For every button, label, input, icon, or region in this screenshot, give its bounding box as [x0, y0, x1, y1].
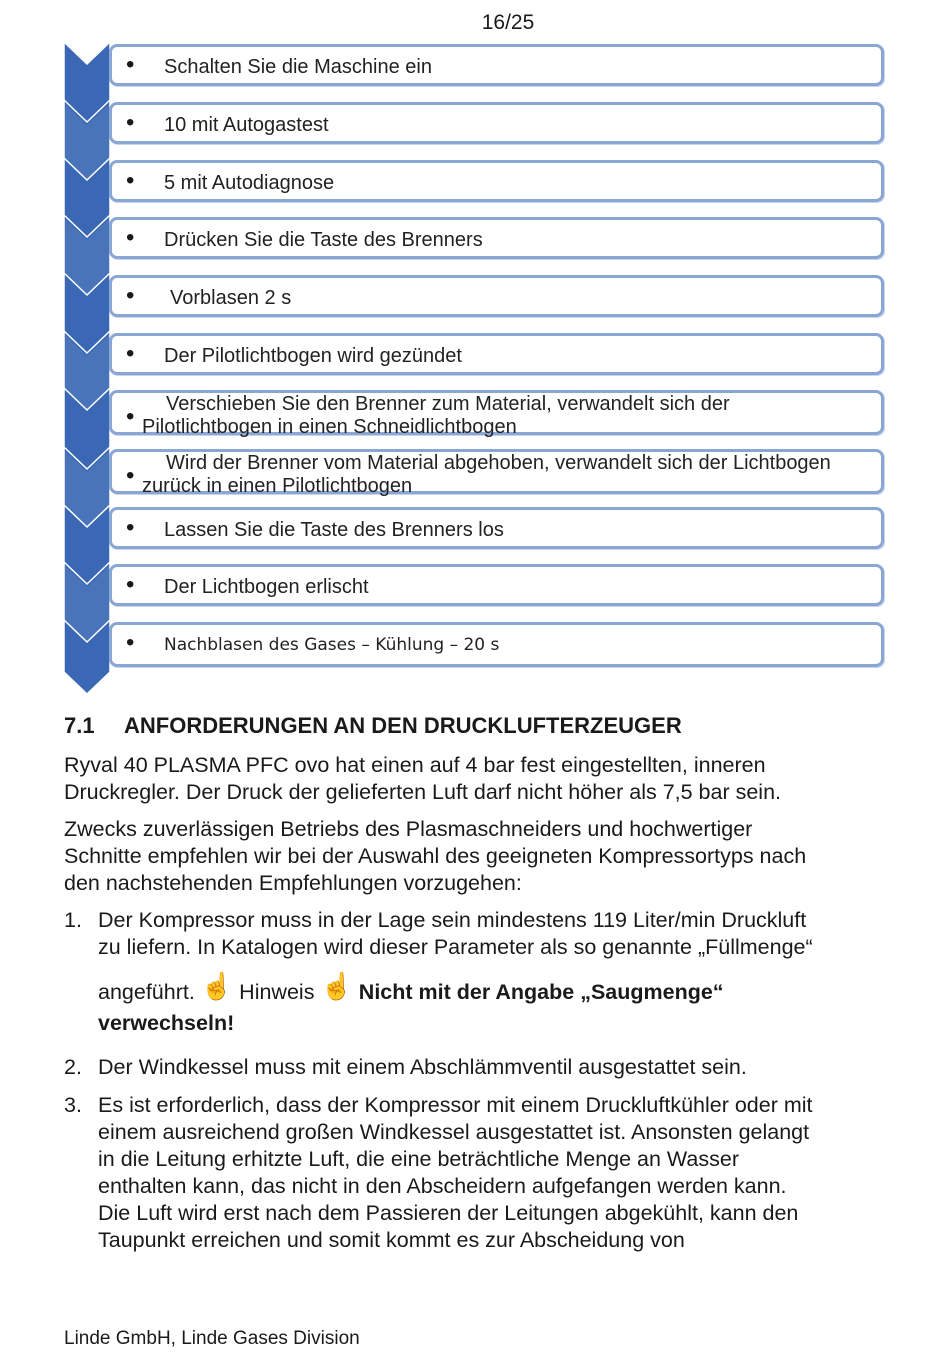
- hint-word: Hinweis: [239, 980, 315, 1004]
- text-line: Taupunkt erreichen und somit kommt es zur Abscheidung von: [98, 1228, 685, 1252]
- flow-step-line: zurück in einen Pilotlichtbogen: [142, 475, 413, 497]
- list-number: 1.: [64, 908, 82, 932]
- pointing-hand-icon: ☝: [320, 971, 353, 1001]
- text-line: Zwecks zuverlässigen Betriebs des Plasmaschneiders und hochwertiger: [64, 817, 753, 841]
- flow-step-label: [142, 452, 831, 498]
- bullet: •: [126, 514, 135, 541]
- flow-step-label: Der Pilotlichtbogen wird gezündet: [164, 345, 462, 367]
- text-line: Druckregler. Der Druck der gelieferten Luft darf nicht höher als 7,5 bar sein.: [64, 780, 782, 804]
- flow-step-label: Nachblasen des Gases – Kühlung – 20 s: [164, 635, 500, 655]
- page-number: 16/25: [481, 11, 535, 34]
- flow-step: [109, 333, 884, 375]
- section-number: 7.1: [64, 713, 95, 738]
- bold-warning-line: verwechseln!: [98, 1011, 235, 1035]
- text-line: Ryval 40 PLASMA PFC ovo hat einen auf 4 bar fest eingestellten, inneren: [64, 753, 766, 777]
- flow-step: [109, 622, 884, 667]
- section-title: ANFORDERUNGEN AN DEN DRUCKLUFTERZEUGER: [124, 713, 682, 738]
- text-line: den nachstehenden Empfehlungen vorzugehen:: [64, 871, 522, 895]
- text-line: Der Windkessel muss mit einem Abschlämmventil ausgestattet sein.: [98, 1055, 747, 1079]
- bullet: •: [126, 571, 135, 598]
- flow-step: [109, 217, 884, 259]
- text-line: Schnitte empfehlen wir bei der Auswahl des geeigneten Kompressortyps nach: [64, 844, 807, 868]
- flow-step-label: Der Lichtbogen erlischt: [164, 576, 369, 598]
- bullet: •: [126, 462, 135, 489]
- flow-step-label: Drücken Sie die Taste des Brenners: [164, 229, 483, 251]
- paragraph: [64, 816, 894, 897]
- flow-step: [109, 449, 884, 497]
- bold-warning: Nicht mit der Angabe „Saugmenge“: [358, 980, 724, 1004]
- text-line: Die Luft wird erst nach dem Passieren der Leitungen abgekühlt, kann den: [98, 1201, 799, 1225]
- flow-step-label: Vorblasen 2 s: [170, 287, 292, 309]
- text-line: in die Leitung erhitzte Luft, die eine beträchtliche Menge an Wasser: [98, 1147, 740, 1171]
- flow-step-label: Lassen Sie die Taste des Brenners los: [164, 519, 504, 541]
- flow-step-label: [142, 393, 730, 439]
- list-item-body: [98, 1054, 898, 1081]
- text-line: Es ist erforderlich, dass der Kompressor mit einem Druckluftkühler oder mit: [98, 1093, 813, 1117]
- bullet: •: [126, 224, 135, 251]
- flow-step: [109, 275, 884, 317]
- bullet: •: [126, 629, 135, 656]
- flow-step: [109, 564, 884, 606]
- flow-step-line: Verschieben Sie den Brenner zum Material, verwandelt sich der: [166, 393, 730, 415]
- text-line: [98, 973, 898, 1006]
- bullet: •: [126, 403, 135, 430]
- text-run: angeführt.: [98, 980, 195, 1004]
- bullet: •: [126, 282, 135, 309]
- flow-step-line: Wird der Brenner vom Material abgehoben, verwandelt sich der Lichtbogen: [166, 452, 831, 474]
- flow-step-line: Pilotlichtbogen in einen Schneidlichtbogen: [142, 416, 517, 438]
- bullet: •: [126, 51, 135, 78]
- page-footer: Linde GmbH, Linde Gases Division: [64, 1328, 360, 1349]
- flow-step: [109, 507, 884, 549]
- flow-step-label: 5 mit Autodiagnose: [164, 172, 335, 194]
- list-item-body: [98, 1092, 898, 1254]
- list-number: 2.: [64, 1055, 82, 1079]
- flow-step-label: Schalten Sie die Maschine ein: [164, 56, 432, 78]
- section-heading: [64, 713, 682, 739]
- flow-step: [109, 44, 884, 86]
- bullet: •: [126, 109, 135, 136]
- flow-step-label: 10 mit Autogastest: [164, 114, 329, 136]
- bullet: •: [126, 167, 135, 194]
- bullet: •: [126, 340, 135, 367]
- text-line: einem ausreichend großen Windkessel ausgestattet ist. Ansonsten gelangt: [98, 1120, 810, 1144]
- pointing-hand-icon: ☝: [200, 971, 234, 1001]
- text-line: zu liefern. In Katalogen wird dieser Parameter als so genannte „Füllmenge“: [98, 935, 813, 959]
- flow-step: [109, 390, 884, 438]
- list-item-body: [98, 907, 898, 1037]
- text-line: enthalten kann, das nicht in den Abscheidern aufgefangen werden kann.: [98, 1174, 787, 1198]
- flow-step: [109, 102, 884, 144]
- text-line: Der Kompressor muss in der Lage sein mindestens 119 Liter/min Druckluft: [98, 908, 807, 932]
- paragraph: [64, 752, 894, 806]
- flow-step: [109, 160, 884, 202]
- list-number: 3.: [64, 1093, 82, 1117]
